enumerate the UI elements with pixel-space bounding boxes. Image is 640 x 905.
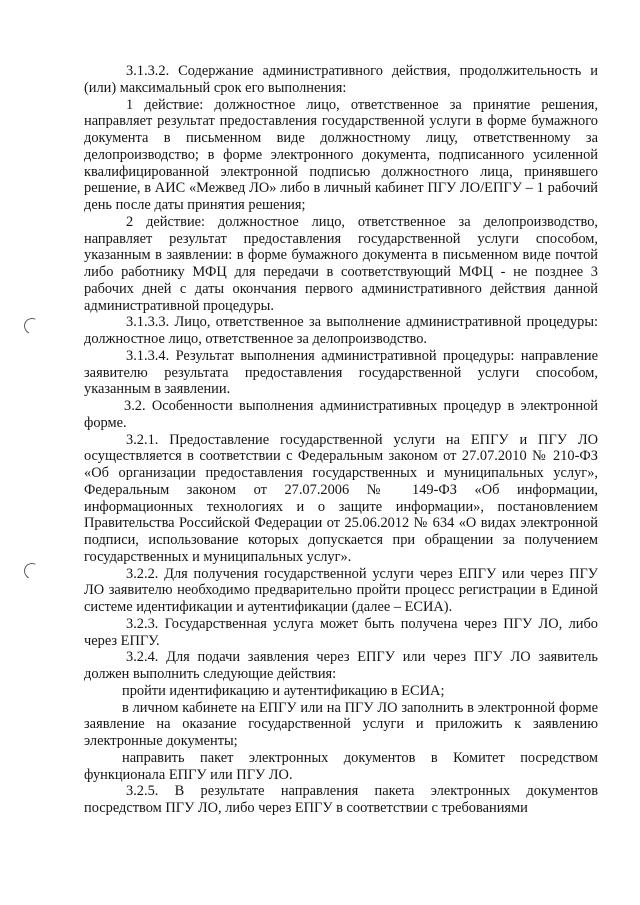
punch-hole-mark: [22, 561, 43, 582]
punch-hole-mark: [22, 316, 43, 337]
paragraph-3-1-3-3: 3.1.3.3. Лицо, ответственное за выполнение административной процедуры: должностное лицо, ответственное за делопроизводство.: [84, 314, 598, 347]
paragraph-3-2: 3.2. Особенности выполнения административных процедур в электронной форме.: [84, 398, 598, 431]
paragraph-action-2: 2 действие: должностное лицо, ответственное за делопроизводство, направляет результат предоставления государственной услуги способом, указанным в заявлении: в форме бумажного документа в письменном виде почтой либо работнику МФЦ для передачи в соответствующий МФЦ - не позднее 3 рабочих дней с даты окончания первого административного действия данной административной процедуры.: [84, 213, 598, 314]
paragraph-3-2-5: 3.2.5. В результате направления пакета электронных документов посредством ПГУ ЛО, либо через ЕПГУ в соответствии с требованиями: [84, 783, 598, 816]
paragraph-3-2-4: 3.2.4. Для подачи заявления через ЕПГУ или через ПГУ ЛО заявитель должен выполнить следующие действия:: [84, 649, 598, 682]
paragraph-3-1-3-2: 3.1.3.2. Содержание административного действия, продолжительность и (или) максимальный срок его выполнения:: [84, 63, 598, 96]
paragraph-3-2-2: 3.2.2. Для получения государственной услуги через ЕПГУ или через ПГУ ЛО заявителю необходимо предварительно пройти процесс регистрации в Единой системе идентификации и аутентификации (далее – ЕСИА).: [84, 565, 598, 615]
paragraph-3-2-1: 3.2.1. Предоставление государственной услуги на ЕПГУ и ПГУ ЛО осуществляется в соответствии с Федеральным законом от 27.07.2010 № 210-ФЗ «Об организации предоставления государственных и муниципальных услуг», Федеральным законом от 27.07.2006 № 149-ФЗ «Об информации, информационных технологиях и о защите информации», постановлением Правительства Российской Федерации от 25.06.2012 № 634 «О видах электронной подписи, использование которых допускается при обращении за получением государственных и муниципальных услуг».: [84, 431, 598, 565]
document-body: [84, 63, 598, 817]
list-item-personal-cabinet: в личном кабинете на ЕПГУ или на ПГУ ЛО заполнить в электронной форме заявление на оказание государственной услуги и приложить к заявлению электронные документы;: [84, 699, 598, 749]
paragraph-3-1-3-4: 3.1.3.4. Результат выполнения административной процедуры: направление заявителю результата предоставления государственной услуги способом, указанным в заявлении.: [84, 347, 598, 398]
list-item-esia: пройти идентификацию и аутентификацию в ЕСИА;: [122, 682, 445, 699]
paragraph-action-1: 1 действие: должностное лицо, ответственное за принятие решения, направляет результат предоставления государственной услуги в форме бумажного документа в письменном виде должностному лицу, ответственному за делопроизводство; в форме электронного документа, подписанного усиленной квалифицированной электронной подписью должностного лица, принявшего решение, в АИС «Межвед ЛО» либо в личный кабинет ПГУ ЛО/ЕПГУ – 1 рабочий день после даты принятия решения;: [84, 96, 598, 213]
paragraph-3-2-3: 3.2.3. Государственная услуга может быть получена через ПГУ ЛО, либо через ЕПГУ.: [84, 615, 598, 649]
list-item-send-package: направить пакет электронных документов в Комитет посредством функционала ЕПГУ или ПГУ ЛО.: [84, 749, 598, 783]
